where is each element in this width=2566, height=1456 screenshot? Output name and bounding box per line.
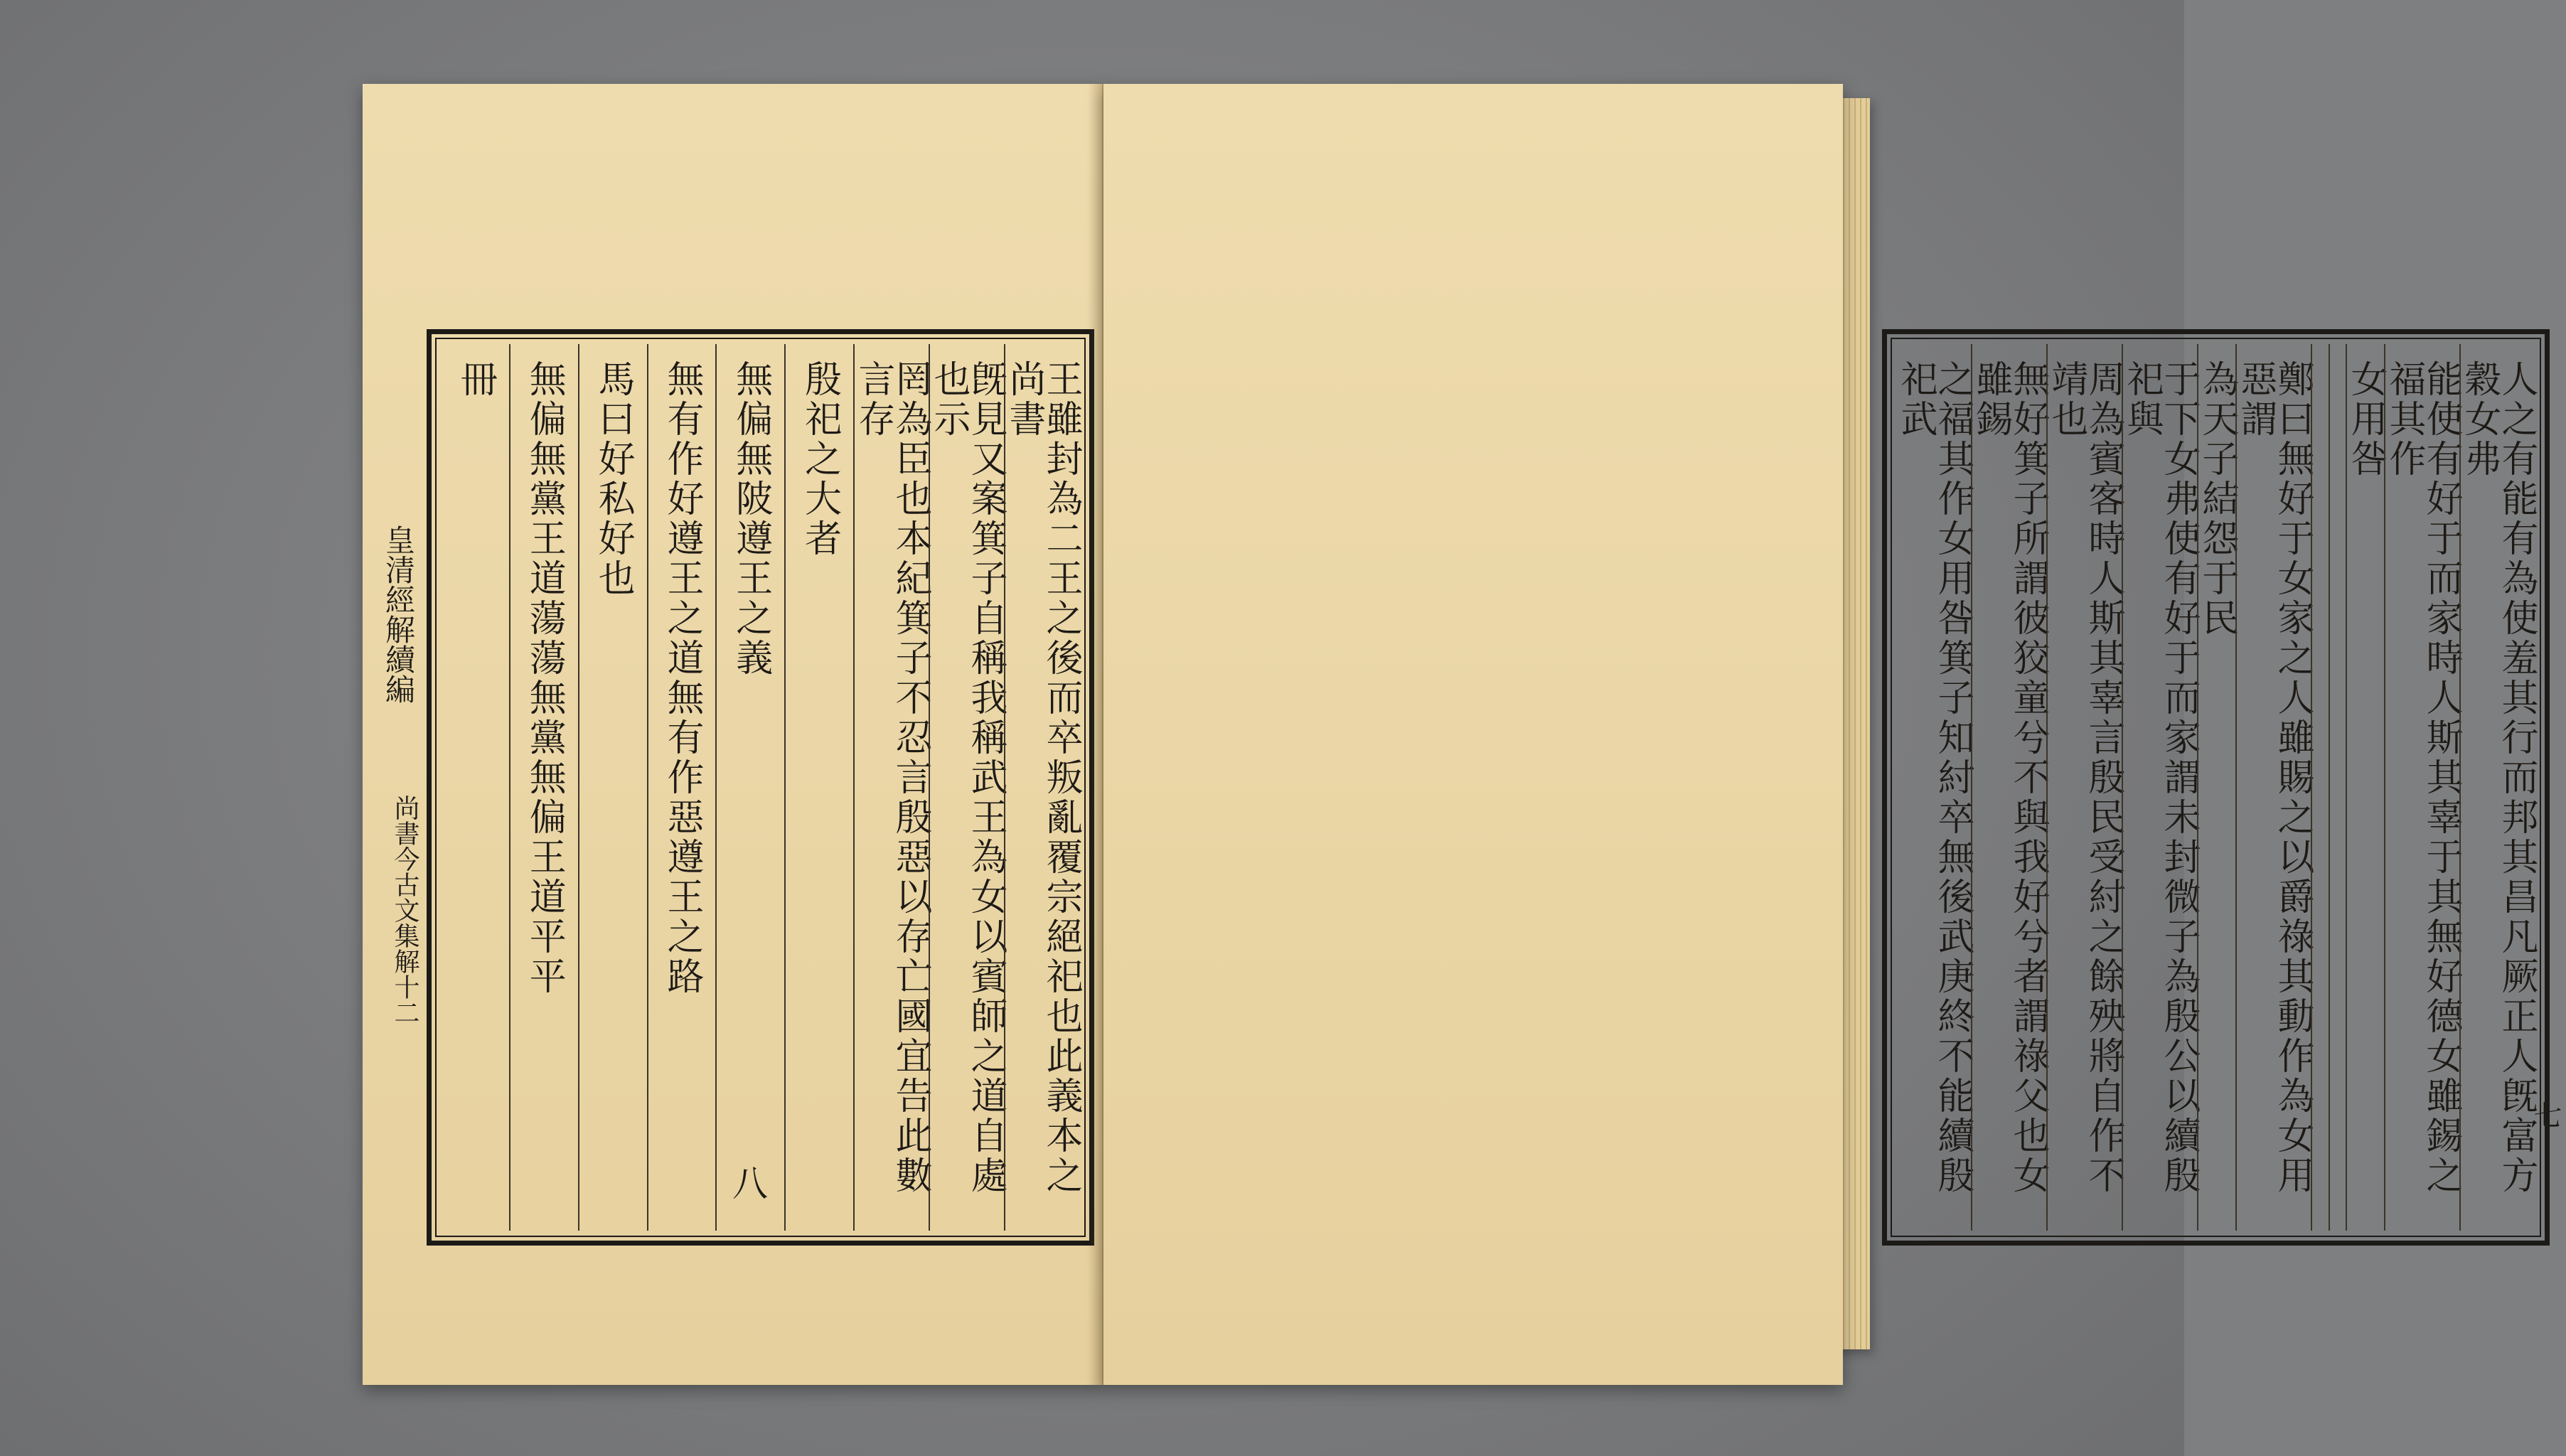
- left-running-head: 皇清經解續編: [381, 525, 416, 704]
- text-column: 馬曰好私好也: [578, 344, 647, 1231]
- text-column: 無好箕子所謂彼狡童兮不與我好兮者謂祿父也女雖錫: [1971, 344, 2046, 1231]
- text-column: 之福其作女用咎箕子知紂卒無後武庚終不能續殷祀武: [1894, 360, 1974, 1196]
- text-column: [2311, 344, 2329, 1231]
- text-column: 冊: [454, 360, 497, 400]
- text-column: 旣見又案箕子自稱我稱武王為女以賓師之道自處也示: [929, 344, 1004, 1231]
- text-column: 無偏無陂遵王之義: [715, 344, 784, 1231]
- text-column: 無有作好遵王之道無有作惡遵王之路: [647, 344, 716, 1231]
- text-column: 無偏無黨王道蕩蕩無黨無偏王道平平: [509, 344, 578, 1231]
- left-text-frame: [427, 329, 1094, 1246]
- text-column: 罔為臣也本紀箕子不忍言殷惡以存亡國宜告此數言存: [853, 344, 929, 1231]
- text-column: 于下女弗使有好于而家謂未封微子為殷公以續殷祀與: [2122, 344, 2197, 1231]
- open-book: [348, 84, 2562, 1385]
- text-column: 能使有好于而家時人斯其辜于其無好德女雖錫之福其作: [2384, 344, 2459, 1231]
- text-column: 鄭曰無好于女家之人雖賜之以爵祿其動作為女用惡謂: [2235, 344, 2311, 1231]
- text-column: 人之有能有為使羞其行而邦其昌凡厥正人旣富方穀女弗: [2459, 344, 2535, 1231]
- left-folio: 八: [727, 1165, 768, 1200]
- text-column: 周為賓客時人斯其辜言殷民受紂之餘殃將自作不靖也: [2046, 344, 2122, 1231]
- text-column: 女用咎: [2346, 344, 2384, 1231]
- right-text-frame: [1882, 329, 2550, 1246]
- left-page: [363, 84, 1103, 1385]
- right-columns: [1894, 344, 2538, 1231]
- text-column: 王雖封為二王之後而卒叛亂覆宗絕祀也此義本之尚書: [1004, 344, 1079, 1231]
- text-column: 殷祀之大者: [784, 344, 853, 1231]
- left-columns: [442, 344, 1082, 1231]
- right-folio: 七: [2529, 1101, 2562, 1129]
- right-page: [1103, 84, 2562, 1385]
- left-running-title: 尚書今古文集解十二: [390, 795, 419, 1025]
- text-column: 為天子結怨于民: [2197, 344, 2235, 1231]
- text-column: [2329, 344, 2346, 1231]
